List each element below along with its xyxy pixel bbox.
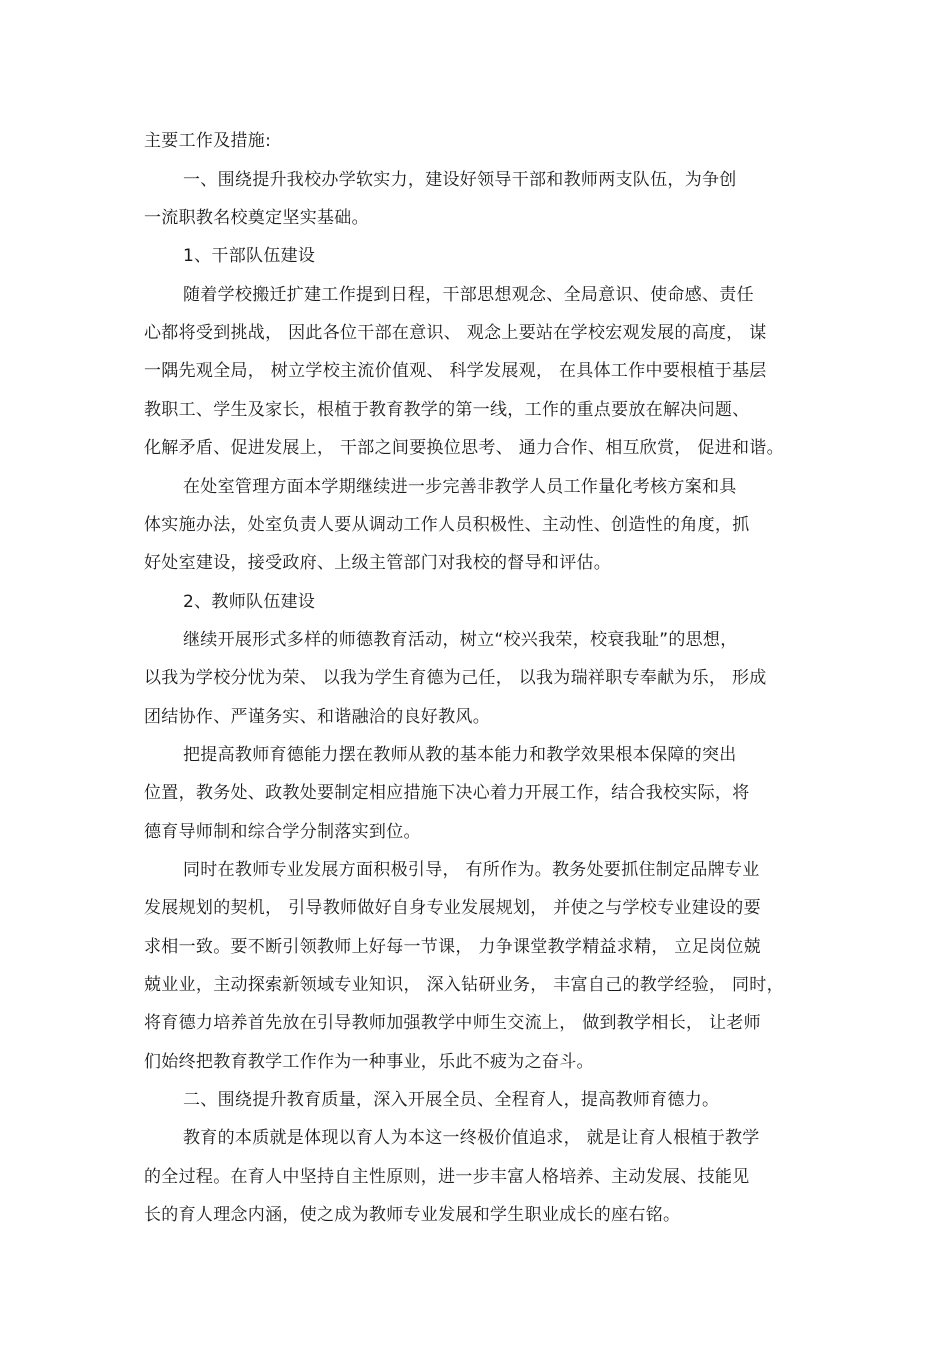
paragraph-line: 以我为学校分忧为荣、 以我为学生育德为己任， 以我为瑞祥职专奉献为乐， 形成 <box>144 668 767 688</box>
paragraph-line: 把提高教师育德能力摆在教师从教的基本能力和教学效果根本保障的突出 <box>183 745 737 765</box>
paragraph-line: 教职工、学生及家长，根植于教育教学的第一线，工作的重点要放在解决问题、 <box>144 400 750 420</box>
paragraph-line: 将育德力培养首先放在引导教师加强教学中师生交流上， 做到教学相长， 让老师 <box>144 1013 761 1033</box>
heading-one-line-2: 一流职教名校奠定坚实基础。 <box>144 208 369 228</box>
paragraph-line: 的全过程。在育人中坚持自主性原则，进一步丰富人格培养、主动发展、技能见 <box>144 1167 750 1187</box>
paragraph-line: 随着学校搬迁扩建工作提到日程，干部思想观念、全局意识、使命感、责任 <box>183 285 754 305</box>
paragraph-line: 发展规划的契机， 引导教师做好自身专业发展规划， 并使之与学校专业建设的要 <box>144 898 761 918</box>
paragraph-line: 化解矛盾、促进发展上， 干部之间要换位思考、 通力合作、相互欣赏， 促进和谐。 <box>144 438 784 458</box>
paragraph-line: 一隅先观全局， 树立学校主流价值观、 科学发展观， 在具体工作中要根植于基层 <box>144 361 767 381</box>
paragraph-line: 团结协作、严谨务实、和谐融洽的良好教风。 <box>144 707 490 727</box>
paragraph-line: 同时在教师专业发展方面积极引导， 有所作为。教务处要抓住制定品牌专业 <box>183 860 760 880</box>
paragraph-line: 们始终把教育教学工作作为一种事业，乐此不疲为之奋斗。 <box>144 1052 594 1072</box>
paragraph-line: 心都将受到挑战， 因此各位干部在意识、 观念上要站在学校宏观发展的高度， 谋 <box>144 323 767 343</box>
paragraph-line: 兢业业，主动探索新领域专业知识， 深入钻研业务， 丰富自己的教学经验， 同时， <box>144 975 784 995</box>
paragraph-line: 体实施办法，处室负责人要从调动工作人员积极性、主动性、创造性的角度，抓 <box>144 515 750 535</box>
heading-one-line-1: 一、围绕提升我校办学软实力，建设好领导干部和教师两支队伍，为争创 <box>183 170 737 190</box>
paragraph-line: 长的育人理念内涵，使之成为教师专业发展和学生职业成长的座右铭。 <box>144 1205 681 1225</box>
paragraph-line: 继续开展形式多样的师德教育活动，树立“校兴我荣，校衰我耻”的思想， <box>183 630 738 650</box>
subheading-cadre-team: 1、干部队伍建设 <box>183 246 316 266</box>
paragraph-line: 好处室建设，接受政府、上级主管部门对我校的督导和评估。 <box>144 553 612 573</box>
paragraph-line: 位置，教务处、政教处要制定相应措施下决心着力开展工作，结合我校实际，将 <box>144 783 750 803</box>
heading-two: 二、围绕提升教育质量，深入开展全员、全程育人，提高教师育德力。 <box>183 1090 720 1110</box>
paragraph-line: 教育的本质就是体现以育人为本这一终极价值追求， 就是让育人根植于教学 <box>183 1128 760 1148</box>
paragraph-line: 求相一致。要不断引领教师上好每一节课， 力争课堂教学精益求精， 立足岗位兢 <box>144 937 761 957</box>
section-heading: 主要工作及措施: <box>144 131 272 151</box>
paragraph-line: 在处室管理方面本学期继续进一步完善非教学人员工作量化考核方案和具 <box>183 477 737 497</box>
subheading-teacher-team: 2、教师队伍建设 <box>183 592 316 612</box>
paragraph-line: 德育导师制和综合学分制落实到位。 <box>144 822 421 842</box>
